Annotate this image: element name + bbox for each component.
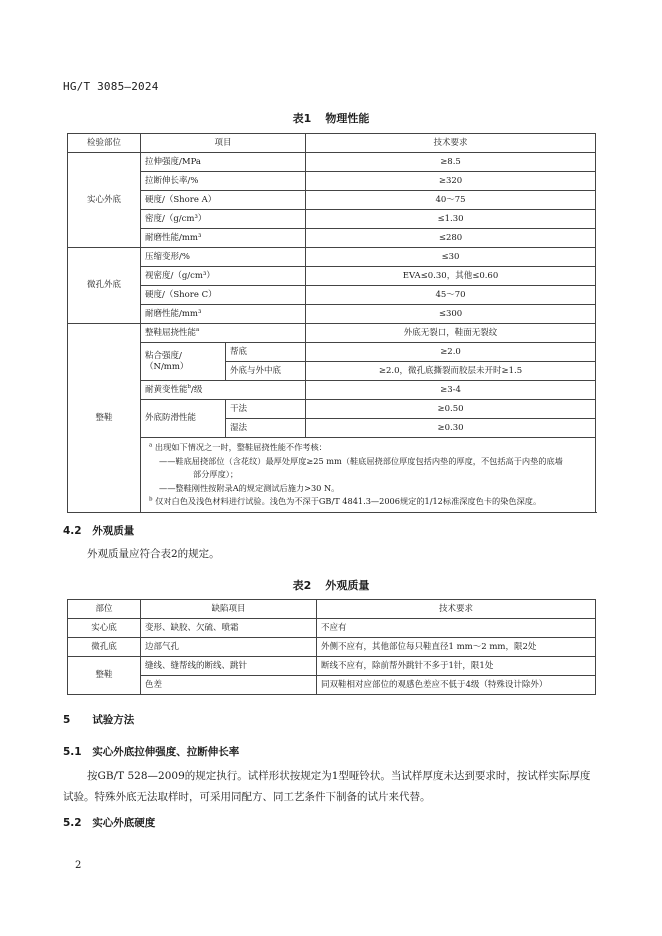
table-row [68,191,596,210]
table-notes [141,438,596,513]
group-microporous-sole: 微孔外底 [68,248,141,324]
table-row [68,305,596,324]
table-row [68,657,596,676]
table-row [68,400,596,419]
sub-item-cell: 外底与外中底 [226,362,306,381]
requirement-cell: ≥3-4 [306,381,596,400]
table1-caption-title: 物理性能 [325,112,370,125]
footnote-mark-a: a [196,327,200,334]
table-row [68,619,596,638]
note-a-item-1: ——鞋底屈挠部位（含花纹）最厚处厚度≥25 mm（鞋底屈挠部位厚度包括内垫的厚度，不包括高于内垫的底墙 [159,455,563,466]
standard-code-header: HG/T 3085—2024 [63,80,159,93]
sub-item-cell: 干法 [226,400,306,419]
table-row [68,267,596,286]
defect-cell: 变形、缺胶、欠硫、喷霜 [141,619,317,638]
item-cell: 拉断伸长率/% [141,172,306,191]
table-notes-row [68,438,596,513]
section-5-1-text: 按GB/T 528—2009的规定执行。试样形状按规定为1型哑铃状。当试样厚度未达到要求时，按试样实际厚度试验。特殊外底无法取样时，可采用同配方、同工艺条件下制备的试片来代替。 [63,770,591,803]
section-4-2-heading [63,523,134,538]
footnote-mark-b: b [187,384,192,391]
col-header-part: 部位 [68,600,141,619]
col-header-requirement: 技术要求 [306,134,596,153]
table-row [68,324,596,343]
item-cell: 压缩变形/% [141,248,306,267]
section-title: 外观质量 [92,525,135,537]
sub-item-cell: 帮底 [226,343,306,362]
defect-cell: 边部气孔 [141,638,317,657]
page-number: 2 [75,860,82,871]
table2-caption-title: 外观质量 [325,579,370,592]
requirement-cell: 40～75 [306,191,596,210]
part-cell: 实心底 [68,619,141,638]
section-number: 5.1 [63,746,82,758]
sub-item-cell: 湿法 [226,419,306,438]
requirement-cell: 断线不应有，除前帮外跳针不多于1针，限1处 [317,657,596,676]
section-number: 5.2 [63,817,82,829]
note-a-text: 出现如下情况之一时，整鞋屈挠性能不作考核： [154,442,327,452]
note-b-mark: b [149,496,153,503]
requirement-cell: 不应有 [317,619,596,638]
table-row [68,343,596,362]
requirement-cell: ≥8.5 [306,153,596,172]
table-header-row [68,600,596,619]
col-header-requirement: 技术要求 [317,600,596,619]
requirement-cell: ≤300 [306,305,596,324]
section-5-1-heading [63,744,239,759]
physical-properties-table [67,133,596,513]
table-row [68,172,596,191]
note-a-item-2: ——整鞋刚性按附录A的规定测试后施力>30 N。 [159,482,340,493]
note-a-mark: a [149,442,153,449]
requirement-cell: ≤1.30 [306,210,596,229]
requirement-cell: ≤280 [306,229,596,248]
note-b-text: 仅对白色及浅色材料进行试验。浅色为不深于GB/T 4841.3—2006规定的1/12标准深度色卡的染色深度。 [155,496,542,507]
requirement-cell: ≥0.30 [306,419,596,438]
item-cell [141,381,306,400]
appearance-quality-table [67,599,596,695]
yellowing-item-label: 耐黄变性能 [145,385,188,396]
col-header-defect: 缺陷项目 [141,600,317,619]
table-row [68,153,596,172]
table-row [68,229,596,248]
section-title: 实心外底硬度 [92,817,156,829]
item-cell: 耐磨性能/mm³ [141,305,306,324]
section-5-heading [63,712,134,727]
note-a [149,441,589,455]
item-cell: 硬度/（Shore C） [141,286,306,305]
section-title: 试验方法 [92,714,135,726]
requirement-cell: 外底无裂口，鞋面无裂纹 [306,324,596,343]
section-4-2-text: 外观质量应符合表2的规定。 [87,548,220,560]
item-cell: 外底防滑性能 [141,400,226,438]
defect-cell: 色差 [141,676,317,695]
group-solid-sole: 实心外底 [68,153,141,248]
defect-cell: 缝线、缝帮线的断线、跳针 [141,657,317,676]
item-cell: 耐磨性能/mm³ [141,229,306,248]
table-row [68,676,596,695]
item-cell: 视密度/（g/cm³） [141,267,306,286]
requirement-cell: 外侧不应有，其他部位每只鞋直径1 mm～2 mm，限2处 [317,638,596,657]
table-row [68,286,596,305]
item-cell: 粘合强度/（N/mm） [141,343,226,381]
table2-caption-number: 表2 [292,579,312,592]
table-row [68,638,596,657]
group-whole-shoe: 整鞋 [68,324,141,513]
part-cell: 微孔底 [68,638,141,657]
table-row [68,381,596,400]
col-header-item: 项目 [141,134,306,153]
requirement-cell: ≥320 [306,172,596,191]
requirement-cell: 同双鞋相对应部位的观感色差应不低于4级（特殊设计除外） [317,676,596,695]
requirement-cell: EVA≤0.30，其他≤0.60 [306,267,596,286]
table1-caption [0,110,662,126]
section-title: 实心外底拉伸强度、拉断伸长率 [92,746,240,758]
requirement-cell: ≥2.0 [306,343,596,362]
item-cell: 硬度/（Shore A） [141,191,306,210]
requirement-cell: 45～70 [306,286,596,305]
table1-caption-number: 表1 [292,112,312,125]
table-header-row [68,134,596,153]
requirement-cell: ≥0.50 [306,400,596,419]
item-cell: 拉伸强度/MPa [141,153,306,172]
note-a-item-1-continued: 部分厚度）； [193,469,239,480]
section-number: 4.2 [63,525,82,537]
part-cell: 整鞋 [68,657,141,695]
note-b [149,495,589,509]
section-5-2-heading [63,815,155,830]
col-header-part: 检验部位 [68,134,141,153]
flex-item-label: 整鞋屈挠性能 [145,328,197,339]
item-cell: 密度/（g/cm³） [141,210,306,229]
yellowing-unit: /级 [191,385,203,396]
requirement-cell: ≤30 [306,248,596,267]
section-number: 5 [63,714,71,726]
table-row [68,210,596,229]
table2-caption [0,577,662,593]
table-row [68,248,596,267]
item-cell [141,324,306,343]
requirement-cell: ≥2.0，微孔底撕裂而胶层未开时≥1.5 [306,362,596,381]
